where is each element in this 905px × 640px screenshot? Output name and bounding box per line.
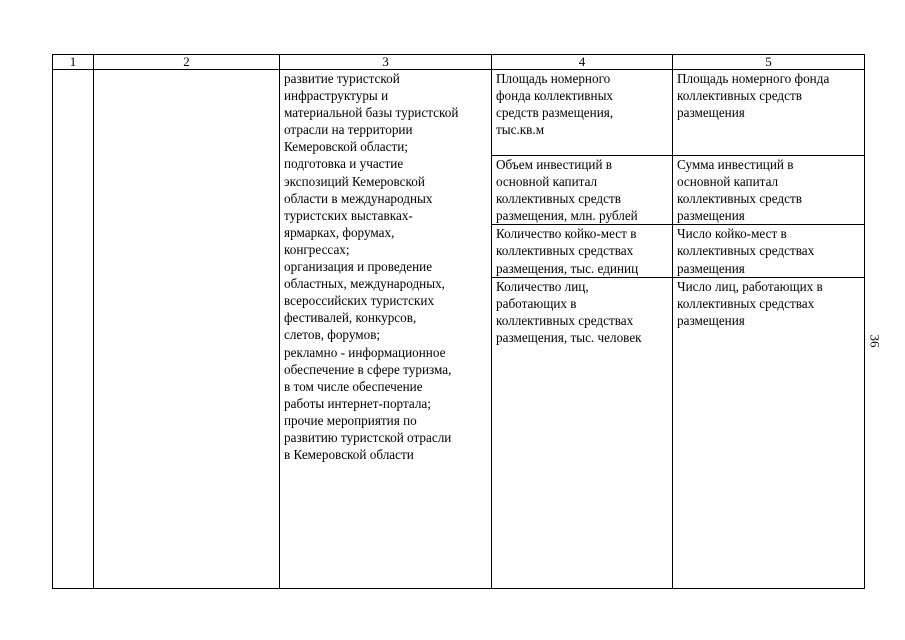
- description-text: Число койко-мест в коллективных средствах размещения: [677, 226, 815, 276]
- indicator-text: Количество лиц, работающих в коллективных средствах размещения, тыс. человек: [496, 278, 642, 345]
- description-cell: [673, 225, 865, 277]
- measures-cell: [280, 70, 492, 589]
- page-number: 36: [867, 334, 883, 348]
- column-2-cell: [94, 70, 280, 589]
- indicator-cell: [492, 225, 673, 277]
- indicator-text: Объем инвестиций в основной капитал коллективных средств размещения, млн. рублей: [496, 157, 638, 224]
- indicator-text: Количество койко-мест в коллективных средствах размещения, тыс. единиц: [496, 226, 639, 276]
- indicator-text: Площадь номерного фонда коллективных средств размещения, тыс.кв.м: [496, 71, 614, 138]
- column-header-4: 4: [492, 55, 673, 70]
- description-cell: [673, 70, 865, 156]
- description-text: Сумма инвестиций в основной капитал коллективных средств размещения: [677, 157, 802, 224]
- table-header-row: [53, 55, 865, 70]
- description-text: Число лиц, работающих в коллективных средствах размещения: [677, 278, 823, 328]
- indicator-cell: [492, 277, 673, 588]
- description-cell: [673, 156, 865, 225]
- column-1-cell: [53, 70, 94, 589]
- column-header-5: 5: [673, 55, 865, 70]
- measures-text: развитие туристской инфраструктуры и материальной базы туристской отрасли на территории Кемеровской области; подготовка и участие экспозиций Кемеровской области в международных туристских выставках- ярмарках, форумах, конгрессах; организация и проведение областных, международных, всероссийских туристских фестивалей, конкурсов, слетов, форумов; рекламно - информационное обеспечение в сфере туризма, в том числе обеспечение работы интернет-портала; прочие мероприятия по развитию туристской отрасли в Кемеровской области: [284, 71, 459, 463]
- description-text: Площадь номерного фонда коллективных средств размещения: [677, 71, 830, 121]
- indicator-cell: [492, 70, 673, 156]
- data-table: [52, 54, 865, 589]
- column-header-3: 3: [280, 55, 492, 70]
- column-header-1: 1: [53, 55, 94, 70]
- indicator-cell: [492, 156, 673, 225]
- table-row: [53, 70, 865, 156]
- description-cell: [673, 277, 865, 588]
- column-header-2: 2: [94, 55, 280, 70]
